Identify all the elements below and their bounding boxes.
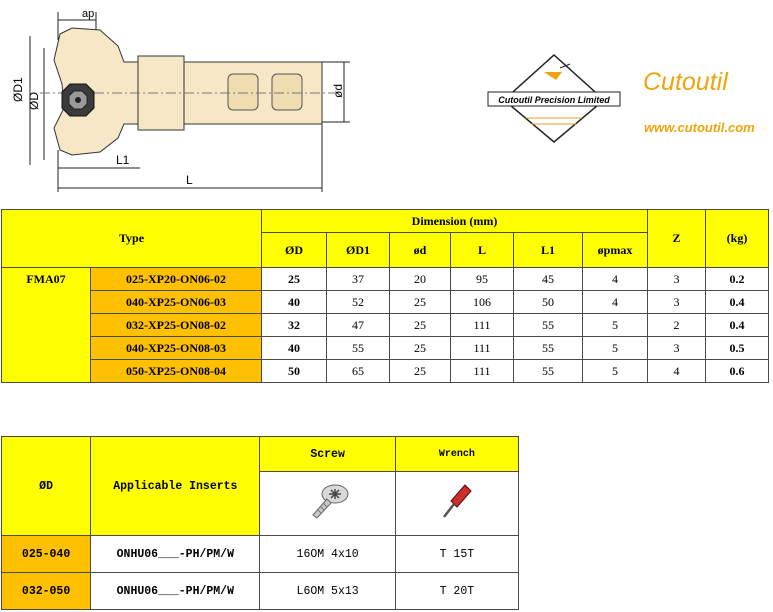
col-l: L: [451, 233, 514, 268]
acc-screw-cell: 16OM 4x10: [260, 536, 395, 573]
acc-screw-cell: L6OM 5x13: [260, 573, 395, 610]
acc-header-d: ØD: [2, 437, 91, 536]
type-cell: 032-XP25-ON08-02: [91, 314, 262, 337]
type-cell: 025-XP20-ON06-02: [91, 268, 262, 291]
table-row: [2, 573, 519, 610]
cell-kg: 0.5: [706, 337, 769, 360]
header-kg: (kg): [706, 210, 769, 268]
col-l1: L1: [514, 233, 583, 268]
cell-d: 50: [262, 360, 327, 383]
acc-wrench-cell: T 15T: [395, 536, 518, 573]
cell-l1: 55: [514, 337, 583, 360]
spec-table: [1, 209, 769, 383]
cell-ap: 5: [583, 314, 648, 337]
cell-d1: 52: [327, 291, 390, 314]
table-row: [2, 314, 769, 337]
shank-label: ød: [331, 83, 345, 98]
table-row: [2, 536, 519, 573]
cell-ap: 4: [583, 291, 648, 314]
acc-wrench-cell: T 20T: [395, 573, 518, 610]
cell-kg: 0.6: [706, 360, 769, 383]
d1-label: ØD1: [11, 77, 25, 102]
cell-shank: 25: [390, 314, 451, 337]
brand-name: Cutoutil: [643, 68, 728, 96]
col-d: ØD: [262, 233, 327, 268]
col-d1: ØD1: [327, 233, 390, 268]
cell-l: 95: [451, 268, 514, 291]
company-badge: [484, 50, 624, 150]
cell-d: 40: [262, 337, 327, 360]
octagonal-insert: [62, 84, 94, 116]
cell-l: 111: [451, 360, 514, 383]
acc-insert-cell: ONHU06___-PH/PM/W: [91, 573, 260, 610]
cell-l1: 55: [514, 360, 583, 383]
cell-shank: 25: [390, 337, 451, 360]
accessories-table: [1, 436, 519, 610]
l-label: L: [186, 173, 193, 187]
cell-ap: 5: [583, 360, 648, 383]
cell-z: 3: [648, 291, 706, 314]
ap-label: ap: [82, 8, 95, 20]
brand-url[interactable]: www.cutoutil.com: [644, 120, 755, 135]
table-row: [2, 291, 769, 314]
cell-l1: 45: [514, 268, 583, 291]
cell-d: 25: [262, 268, 327, 291]
d-label: ØD: [27, 92, 41, 110]
cell-l: 111: [451, 337, 514, 360]
cell-d1: 55: [327, 337, 390, 360]
cell-shank: 20: [390, 268, 451, 291]
type-cell: 040-XP25-ON06-03: [91, 291, 262, 314]
cell-z: 3: [648, 268, 706, 291]
cell-l: 106: [451, 291, 514, 314]
cell-ap: 4: [583, 268, 648, 291]
header-type: Type: [2, 210, 262, 268]
badge-text: Cutoutil Precision Limited: [498, 95, 610, 105]
table-row: [2, 360, 769, 383]
acc-insert-cell: ONHU06___-PH/PM/W: [91, 536, 260, 573]
header-dimension: Dimension (mm): [262, 210, 648, 233]
l1-label: L1: [116, 153, 130, 167]
cell-kg: 0.4: [706, 291, 769, 314]
cell-shank: 25: [390, 291, 451, 314]
cell-d: 32: [262, 314, 327, 337]
tool-drawing: [0, 0, 360, 200]
header-z: Z: [648, 210, 706, 268]
cell-l1: 50: [514, 291, 583, 314]
cell-shank: 25: [390, 360, 451, 383]
cell-d1: 47: [327, 314, 390, 337]
cell-l1: 55: [514, 314, 583, 337]
cell-z: 2: [648, 314, 706, 337]
cell-d: 40: [262, 291, 327, 314]
acc-header-screw: Screw: [260, 437, 395, 472]
cell-kg: 0.2: [706, 268, 769, 291]
screw-icon: [305, 481, 351, 523]
cell-ap: 5: [583, 337, 648, 360]
acc-d-cell: 025-040: [2, 536, 91, 573]
cell-l: 111: [451, 314, 514, 337]
acc-header-inserts: Applicable Inserts: [91, 437, 260, 536]
cell-z: 4: [648, 360, 706, 383]
torx-wrench-icon: [439, 481, 475, 523]
cell-d1: 65: [327, 360, 390, 383]
col-shank: ød: [390, 233, 451, 268]
cell-kg: 0.4: [706, 314, 769, 337]
acc-header-wrench: Wrench: [395, 437, 518, 472]
table-row: [2, 268, 769, 291]
col-ap: øpmax: [583, 233, 648, 268]
type-cell: 040-XP25-ON08-03: [91, 337, 262, 360]
cell-d1: 37: [327, 268, 390, 291]
acc-d-cell: 032-050: [2, 573, 91, 610]
cell-z: 3: [648, 337, 706, 360]
type-cell: 050-XP25-ON08-04: [91, 360, 262, 383]
series-cell: FMA07: [2, 268, 91, 383]
table-row: [2, 337, 769, 360]
screw-image-cell: [260, 472, 395, 536]
wrench-image-cell: [395, 472, 518, 536]
